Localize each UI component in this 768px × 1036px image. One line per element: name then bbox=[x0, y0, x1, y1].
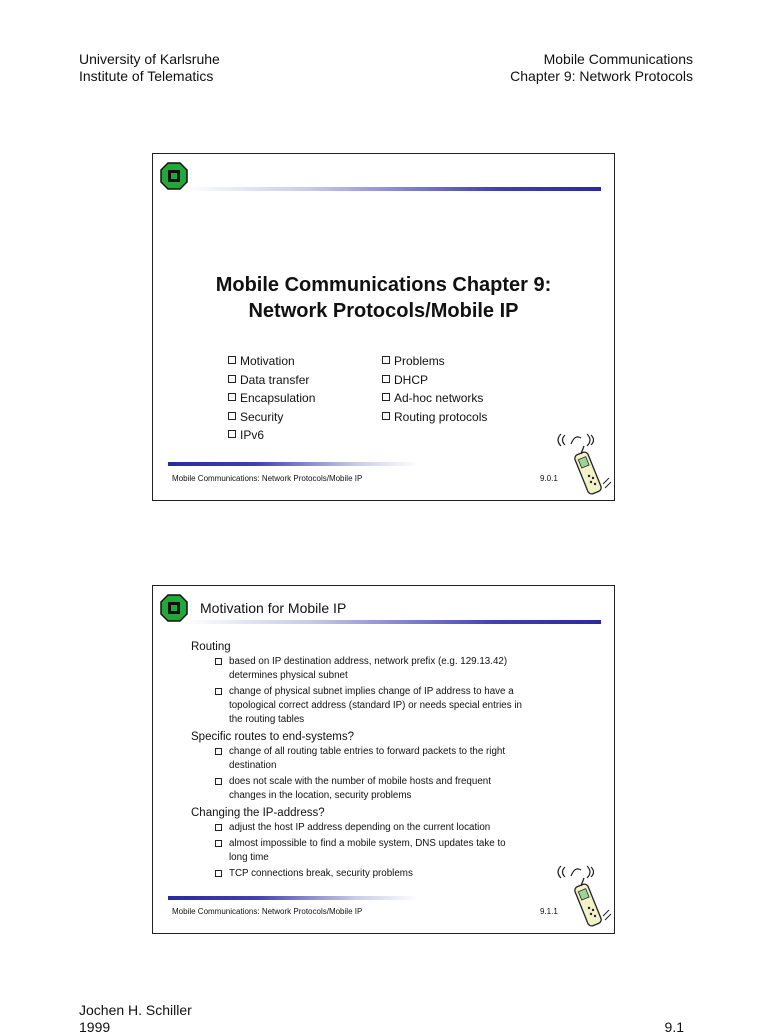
slide-footer: Mobile Communications: Network Protocols/Mobile IP bbox=[172, 474, 363, 483]
list-item-line: adjust the host IP address depending on the current location bbox=[229, 822, 491, 833]
section-heading: Changing the IP-address? bbox=[191, 807, 325, 819]
list-item-label: Security bbox=[240, 409, 284, 424]
list-item bbox=[382, 408, 487, 427]
checkbox-bullet-icon bbox=[228, 430, 236, 438]
slide-number: 9.0.1 bbox=[540, 474, 558, 483]
list-item-label: IPv6 bbox=[240, 428, 265, 443]
checkbox-bullet-icon bbox=[215, 870, 222, 877]
checkbox-bullet-icon bbox=[228, 393, 236, 401]
list-item bbox=[228, 352, 315, 371]
list-item bbox=[191, 655, 591, 683]
university-logo-icon bbox=[160, 594, 188, 622]
checkbox-bullet-icon bbox=[215, 658, 222, 665]
checkbox-bullet-icon bbox=[215, 748, 222, 755]
list-item-line: determines physical subnet bbox=[229, 670, 348, 681]
list-item bbox=[191, 745, 591, 773]
list-item bbox=[382, 352, 487, 371]
list-item bbox=[191, 821, 591, 835]
section-heading: Specific routes to end-systems? bbox=[191, 731, 354, 743]
list-item-line: destination bbox=[229, 760, 277, 771]
page-footer-year: 1999 bbox=[79, 1019, 111, 1035]
checkbox-bullet-icon bbox=[215, 778, 222, 785]
slide-title-line-1: Mobile Communications Chapter 9: bbox=[215, 274, 552, 296]
slide-title-line-2: Network Protocols/Mobile IP bbox=[248, 300, 519, 322]
list-item bbox=[228, 426, 315, 445]
list-item-label: Data transfer bbox=[240, 372, 310, 387]
slide-title bbox=[153, 272, 614, 324]
checkbox-bullet-icon bbox=[215, 688, 222, 695]
slide-top-rule bbox=[183, 620, 601, 624]
list-item bbox=[228, 389, 315, 408]
header-chapter: Chapter 9: Network Protocols bbox=[510, 68, 693, 84]
university-logo-icon bbox=[160, 162, 188, 190]
list-item bbox=[228, 371, 315, 390]
list-item-label: Routing protocols bbox=[394, 409, 488, 424]
slide-9-1-1 bbox=[152, 585, 615, 934]
list-item-label: Problems bbox=[394, 354, 445, 368]
list-item-line: changes in the location, security problems bbox=[229, 790, 412, 801]
mobile-phone-icon bbox=[551, 864, 613, 932]
checkbox-bullet-icon bbox=[215, 840, 222, 847]
list-item-line: the routing tables bbox=[229, 714, 305, 725]
topic-list-left bbox=[228, 352, 315, 445]
list-item-line: does not scale with the number of mobile hosts and frequent bbox=[229, 776, 491, 787]
list-item bbox=[191, 685, 591, 727]
page-header-right bbox=[510, 51, 693, 85]
list-item-line: TCP connections break, security problems bbox=[229, 868, 413, 879]
checkbox-bullet-icon bbox=[382, 412, 390, 420]
list-item bbox=[191, 837, 591, 865]
header-university: University of Karlsruhe bbox=[79, 51, 220, 67]
checkbox-bullet-icon bbox=[382, 356, 390, 364]
slide-9-0-1 bbox=[152, 153, 615, 501]
slide-content bbox=[191, 638, 591, 883]
header-institute: Institute of Telematics bbox=[79, 68, 214, 84]
list-item-line: change of physical subnet implies change of IP address to have a bbox=[229, 686, 514, 697]
checkbox-bullet-icon bbox=[382, 375, 390, 383]
checkbox-bullet-icon bbox=[228, 356, 236, 364]
list-item-label: Ad-hoc networks bbox=[394, 391, 484, 406]
slide-bottom-rule bbox=[168, 462, 418, 466]
list-item-line: topological correct address (standard IP) or needs special entries in bbox=[229, 700, 522, 711]
list-item bbox=[191, 775, 591, 803]
list-item bbox=[228, 408, 315, 427]
list-item bbox=[191, 867, 591, 881]
page-header-left bbox=[79, 51, 220, 85]
checkbox-bullet-icon bbox=[215, 824, 222, 831]
slide-top-rule bbox=[183, 187, 601, 191]
slide-bottom-rule bbox=[168, 896, 418, 900]
slide-title: Motivation for Mobile IP bbox=[200, 600, 347, 616]
list-item-label: Encapsulation bbox=[240, 391, 316, 406]
checkbox-bullet-icon bbox=[382, 393, 390, 401]
mobile-phone-icon bbox=[551, 432, 613, 500]
section-heading: Routing bbox=[191, 641, 231, 653]
list-item bbox=[382, 371, 487, 390]
list-item-line: change of all routing table entries to forward packets to the right bbox=[229, 746, 506, 757]
list-item-label: DHCP bbox=[394, 372, 429, 387]
page-footer-author: Jochen H. Schiller bbox=[79, 1002, 192, 1018]
slide-number: 9.1.1 bbox=[540, 907, 558, 916]
topic-list-right bbox=[382, 352, 487, 426]
header-course: Mobile Communications bbox=[543, 51, 693, 67]
list-item-line: long time bbox=[229, 852, 269, 863]
page-number: 9.1 bbox=[664, 1019, 684, 1035]
checkbox-bullet-icon bbox=[228, 412, 236, 420]
list-item bbox=[382, 389, 487, 408]
slide-footer: Mobile Communications: Network Protocols/Mobile IP bbox=[172, 907, 363, 916]
list-item-label: Motivation bbox=[240, 354, 295, 368]
checkbox-bullet-icon bbox=[228, 375, 236, 383]
list-item-line: almost impossible to find a mobile system, DNS updates take to bbox=[229, 838, 506, 849]
list-item-line: based on IP destination address, network prefix (e.g. 129.13.42) bbox=[229, 656, 508, 667]
